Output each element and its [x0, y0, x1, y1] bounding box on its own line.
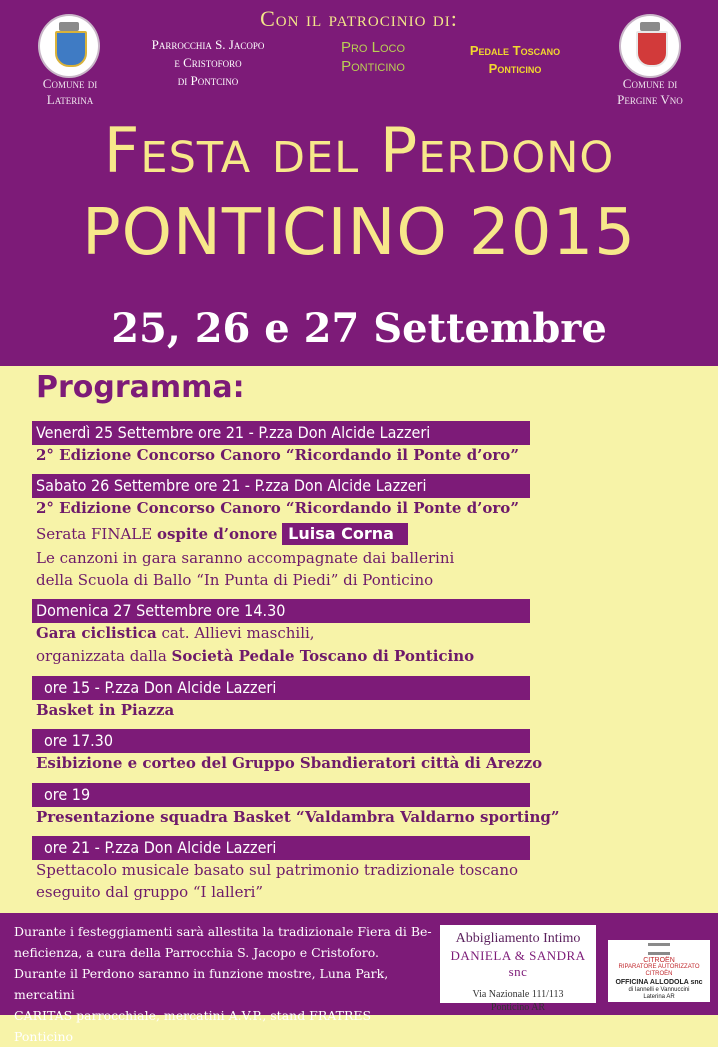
daniela-sandra-ad: Abbigliamento Intimo DANIELA & SANDRA snc Via Nazionale 111/113 Ponticino AR	[440, 925, 596, 1003]
ore21-bar: ore 21 - P.zza Don Alcide Lazzeri	[32, 836, 530, 860]
friday-line: 2° Edizione Concorso Canoro “Ricordando il Ponte d’oro”	[36, 446, 519, 464]
patrocinio-label: Con il patrocinio di:	[260, 6, 458, 31]
ore21-line1: Spettacolo musicale basato sul patrimonio tradizionale toscano	[36, 861, 519, 879]
parrocchia-sponsor: Parrocchia S. Jacopo e Cristoforo di Pontcino	[151, 37, 265, 88]
citroen-logo-icon	[648, 943, 670, 955]
sunday-bar: Domenica 27 Settembre ore 14.30	[32, 599, 530, 623]
ore15-bar: ore 15 - P.zza Don Alcide Lazzeri	[32, 676, 530, 700]
saturday-note1: Le canzoni in gara saranno accompagnate dai ballerini	[36, 549, 455, 567]
friday-bar: Venerdì 25 Settembre ore 21 - P.zza Don Alcide Lazzeri	[32, 421, 530, 445]
laterina-crest-icon	[40, 16, 98, 76]
footer-info: Durante i festeggiamenti sarà allestita la tradizionale Fiera di Be- neficienza, a cura della Parrocchia S. Jacopo e Cristoforo. Durante il Perdono saranno in funzione mostre, Luna Park, mercatini CARITAS parrocchiale, mercatini A.V.P., stand FRATRES Ponticino	[14, 924, 432, 1044]
proloco-sponsor: Pro Loco Ponticino	[340, 39, 406, 75]
ore19-line: Presentazione squadra Basket “Valdambra Valdarno sporting”	[36, 808, 560, 826]
pergine-crest-icon	[621, 16, 679, 76]
ore15-line: Basket in Piazza	[36, 701, 175, 719]
ore1730-line: Esibizione e corteo del Gruppo Sbandieratori città di Arezzo	[36, 754, 543, 772]
citroen-ad: CITROËN RIPARATORE AUTORIZZATO CITROËN OFFICINA ALLODOLA snc di Iannelli e Vannuccini Laterina AR	[608, 940, 710, 1002]
saturday-line: 2° Edizione Concorso Canoro “Ricordando il Ponte d’oro”	[36, 499, 519, 517]
ore1730-bar: ore 17.30	[32, 729, 530, 753]
ore19-bar: ore 19	[32, 783, 530, 807]
sunday-org: organizzata dalla Società Pedale Toscano di Ponticino	[36, 647, 475, 665]
header-banner	[0, 0, 718, 366]
saturday-bar: Sabato 26 Settembre ore 21 - P.zza Don Alcide Lazzeri	[32, 474, 530, 498]
pergine-label: Comune di Pergine Vno	[617, 76, 683, 107]
guest-name: Luisa Corna	[282, 523, 408, 545]
title-festa: Festa del Perdono	[103, 114, 615, 187]
saturday-note2: della Scuola di Ballo “In Punta di Piedi” di Ponticino	[36, 571, 434, 589]
title-ponticino: PONTICINO 2015	[82, 196, 636, 270]
pedale-sponsor: Pedale Toscano Ponticino	[469, 43, 561, 76]
sunday-gara: Gara ciclistica cat. Allievi maschili,	[36, 624, 315, 642]
laterina-label: Comune di Laterina	[42, 76, 98, 107]
event-dates: 25, 26 e 27 Settembre	[111, 305, 607, 352]
programma-heading: Programma:	[36, 370, 245, 405]
saturday-finale: Serata FINALE ospite d’onore Luisa Corna	[36, 523, 408, 545]
ore21-line2: eseguito dal gruppo “I lalleri”	[36, 883, 264, 901]
